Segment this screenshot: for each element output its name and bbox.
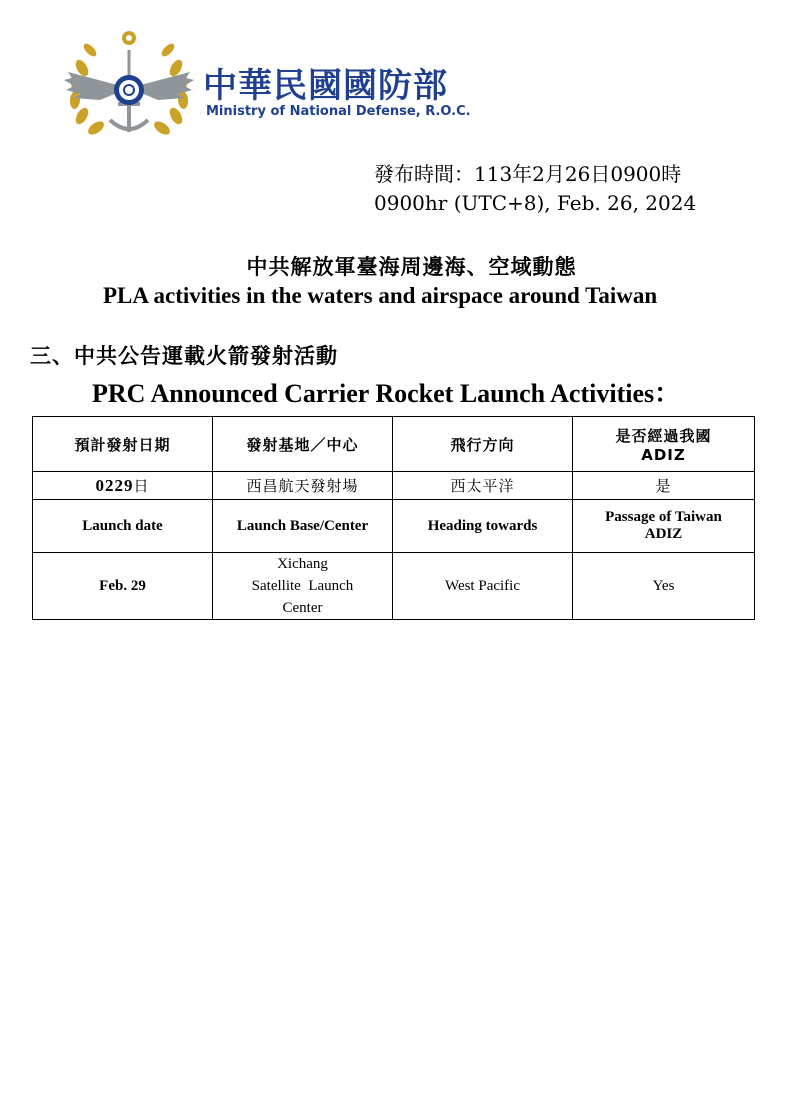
section-heading-en: PRC Announced Carrier Rocket Launch Activities： [92,379,681,408]
table-header-row-zh [33,417,755,472]
release-time-en: 0900hr (UTC+8), Feb. 26, 2024 [374,191,697,215]
section-heading-zh: 三、中共公告運載火箭發射活動 [30,344,338,368]
cell-launch-date-zh [33,472,213,500]
header-adiz-zh [573,417,755,472]
header-launch-base-en: Launch Base/Center [213,500,393,553]
document-title-en: PLA activities in the waters and airspace around Taiwan [103,283,658,308]
launch-table [32,416,755,620]
header-launch-date-en: Launch date [33,500,213,553]
header-launch-date-zh: 預計發射日期 [33,417,213,472]
mnd-emblem-icon [60,28,198,140]
cell-heading-en: West Pacific [393,553,573,620]
cell-launch-date-en: Feb. 29 [33,553,213,620]
base-en-line3: Center [282,600,323,616]
cell-launch-base-en [213,553,393,620]
base-en-line1: Xichang [277,556,328,572]
table-row-zh [33,472,755,500]
header-adiz-zh-line2: ADIZ [641,445,686,464]
header-heading-en: Heading towards [393,500,573,553]
document-title-zh: 中共解放軍臺海周邊海、空域動態 [246,255,577,279]
cell-adiz-zh: 是 [573,472,755,500]
date-number: 0229 [95,476,134,495]
date-suffix: 日 [133,477,150,495]
header-adiz-zh-line1: 是否經過我國 [615,426,712,445]
table-row-en [33,553,755,620]
header-adiz-en [573,500,755,553]
header-adiz-en-line2: ADIZ [644,526,683,542]
cell-heading-zh: 西太平洋 [393,472,573,500]
release-time-zh: 發布時間：113年2月26日0900時 [374,162,682,186]
header-launch-base-zh: 發射基地／中心 [213,417,393,472]
cell-adiz-en: Yes [573,553,755,620]
org-name-zh: 中華民國國防部 [203,66,448,106]
header-adiz-en-line1: Passage of Taiwan [605,509,722,525]
base-en-line2: Satellite Launch [251,578,354,594]
org-name-en: Ministry of National Defense, R.O.C. [206,104,471,119]
table-header-row-en [33,500,755,553]
cell-launch-base-zh: 西昌航天發射場 [213,472,393,500]
header-heading-zh: 飛行方向 [393,417,573,472]
